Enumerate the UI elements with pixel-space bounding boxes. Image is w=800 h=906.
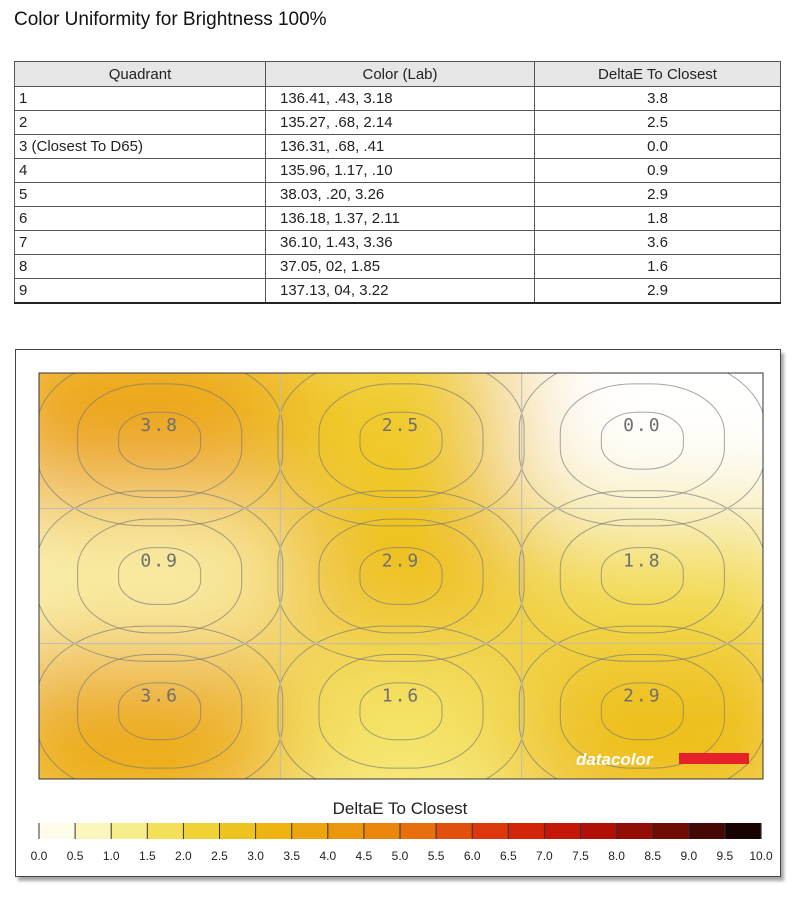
lab-cell: 38.03, .20, 3.26 — [266, 183, 535, 207]
lab-cell: 137.13, 04, 3.22 — [266, 279, 535, 304]
scale-segment — [220, 823, 257, 839]
lab-cell: 136.18, 1.37, 2.11 — [266, 207, 535, 231]
scale-tick-label: 5.0 — [391, 849, 409, 863]
uniformity-chart-panel — [15, 349, 781, 877]
scale-segment — [581, 823, 618, 839]
table-row — [15, 231, 781, 255]
scale-tick-label: 2.5 — [211, 849, 228, 863]
scale-tick-label: 8.5 — [644, 849, 662, 863]
scale-tick-label: 4.5 — [355, 849, 373, 863]
scale-tick-label: 4.0 — [319, 849, 337, 863]
datacolor-watermark-bar — [679, 753, 749, 764]
scale-tick-label: 7.0 — [536, 849, 553, 863]
scale-tick-label: 10.0 — [749, 849, 773, 863]
scale-tick-label: 0.5 — [66, 849, 84, 863]
scale-tick-label: 9.0 — [680, 849, 698, 863]
cell-label-q7: 3.6 — [140, 685, 179, 707]
table-row — [15, 111, 781, 135]
deltae-cell: 0.9 — [535, 159, 781, 183]
scale-tick-label: 3.0 — [247, 849, 264, 863]
deltae-cell: 0.0 — [535, 135, 781, 159]
scale-tick-label: 6.5 — [499, 849, 517, 863]
scale-segment — [147, 823, 184, 839]
quadrant-cell: 1 — [15, 87, 266, 111]
scale-segment — [472, 823, 509, 839]
heat-cell-q9 — [522, 644, 780, 839]
table-row — [15, 159, 781, 183]
lab-cell: 136.41, .43, 3.18 — [266, 87, 535, 111]
table-row — [15, 255, 781, 279]
deltae-cell: 3.6 — [535, 231, 781, 255]
page-title: Color Uniformity for Brightness 100% — [14, 9, 327, 30]
heat-cell-q5 — [280, 508, 521, 643]
lab-cell: 37.05, 02, 1.85 — [266, 255, 535, 279]
scale-tick-label: 9.5 — [716, 849, 734, 863]
datacolor-watermark: datacolor — [576, 750, 653, 769]
scale-tick-label: 7.5 — [572, 849, 589, 863]
scale-tick-label: 5.5 — [427, 849, 445, 863]
uniformity-heatmap — [16, 350, 780, 876]
deltae-cell: 1.8 — [535, 207, 781, 231]
scale-tick-label: 8.0 — [608, 849, 625, 863]
scale-tick-label: 2.0 — [175, 849, 192, 863]
scale-segment — [653, 823, 690, 839]
scale-segment — [364, 823, 401, 839]
table-row — [15, 135, 781, 159]
lab-cell: 136.31, .68, .41 — [266, 135, 535, 159]
deltae-cell: 3.8 — [535, 87, 781, 111]
table-row — [15, 207, 781, 231]
quadrant-cell: 5 — [15, 183, 266, 207]
lab-cell: 36.10, 1.43, 3.36 — [266, 231, 535, 255]
scale-segment — [689, 823, 726, 839]
scale-segment — [256, 823, 293, 839]
scale-segment — [39, 823, 76, 839]
scale-segment — [328, 823, 365, 839]
cell-label-q2: 2.5 — [381, 415, 421, 436]
cell-label-q4: 0.9 — [140, 550, 179, 572]
table-header-row — [15, 62, 781, 87]
deltae-cell: 2.5 — [535, 111, 781, 135]
scale-tick-label: 1.0 — [102, 849, 120, 863]
quadrant-cell: 3 (Closest To D65) — [15, 135, 266, 159]
lab-cell: 135.27, .68, 2.14 — [266, 111, 535, 135]
scale-segment — [617, 823, 654, 839]
cell-label-q3: 0.0 — [623, 415, 662, 436]
heat-cell-q4 — [16, 508, 280, 643]
scale-segment — [292, 823, 329, 839]
quadrant-cell: 4 — [15, 159, 266, 183]
cell-label-q8: 1.6 — [381, 685, 421, 707]
scale-segment — [75, 823, 112, 839]
table-row — [15, 183, 781, 207]
quadrant-cell: 8 — [15, 255, 266, 279]
uniformity-table — [14, 61, 781, 304]
scale-segment — [544, 823, 581, 839]
scale-segment — [183, 823, 220, 839]
scale-tick-label: 3.5 — [283, 849, 301, 863]
scale-segment — [508, 823, 545, 839]
scale-tick-label: 1.5 — [138, 849, 156, 863]
scale-segment — [400, 823, 437, 839]
scale-tick-label: 6.0 — [463, 849, 481, 863]
scale-tick-label: 0.0 — [30, 849, 48, 863]
quadrant-cell: 6 — [15, 207, 266, 231]
cell-label-q9: 2.9 — [623, 685, 662, 707]
scale-segment — [111, 823, 148, 839]
deltae-cell: 1.6 — [535, 255, 781, 279]
quadrant-cell: 9 — [15, 279, 266, 304]
deltae-cell: 2.9 — [535, 279, 781, 304]
cell-label-q1: 3.8 — [140, 415, 179, 436]
column-header-deltae: DeltaE To Closest — [535, 62, 781, 87]
column-header-color-lab: Color (Lab) — [266, 62, 535, 87]
lab-cell: 135.96, 1.17, .10 — [266, 159, 535, 183]
cell-label-q5: 2.9 — [381, 550, 421, 572]
heat-cell-q7 — [16, 644, 280, 839]
cell-label-q6: 1.8 — [623, 550, 662, 572]
table-row — [15, 279, 781, 304]
quadrant-cell: 7 — [15, 231, 266, 255]
column-header-quadrant: Quadrant — [15, 62, 266, 87]
scale-title: DeltaE To Closest — [332, 799, 468, 818]
quadrant-cell: 2 — [15, 111, 266, 135]
deltae-cell: 2.9 — [535, 183, 781, 207]
table-row — [15, 87, 781, 111]
scale-segment — [436, 823, 473, 839]
scale-segment — [725, 823, 762, 839]
